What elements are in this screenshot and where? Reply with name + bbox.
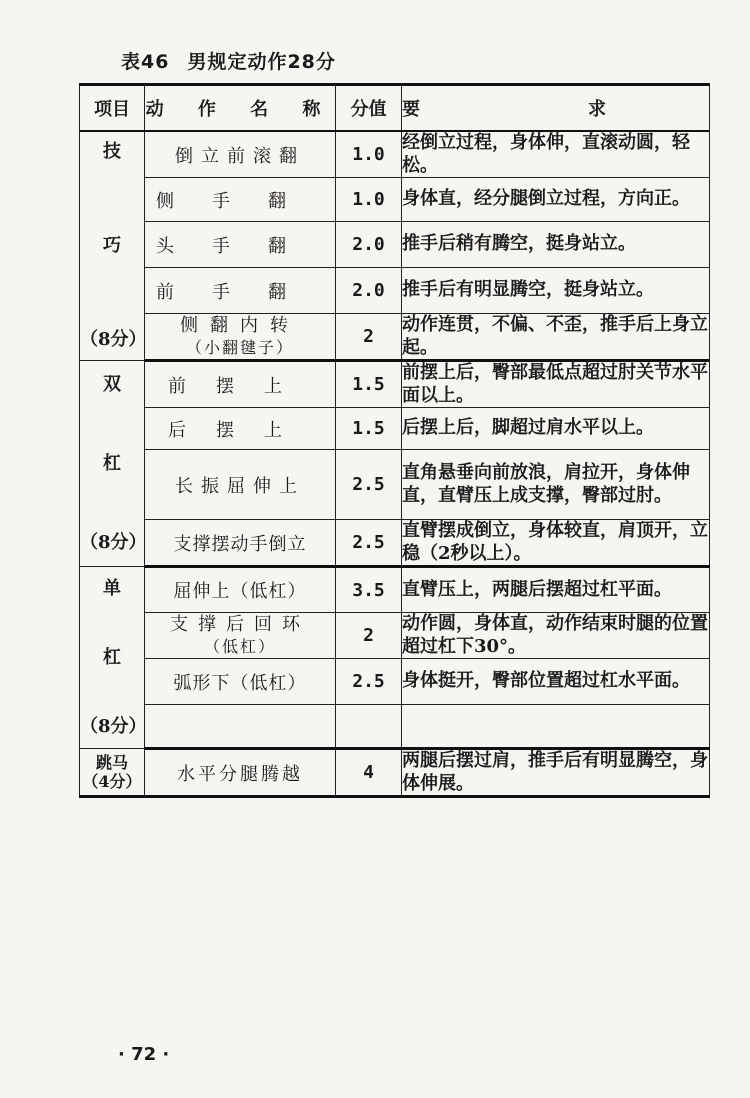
action-requirement: 直臂摆成倒立，身体较直，肩顶开，立稳（2秒以上）。 [402,520,710,567]
table-row [80,408,710,450]
action-requirement [402,705,710,749]
action-name: 屈伸上（低杠） [145,567,336,613]
table-row [80,613,710,659]
category-hbar-score: （8分） [80,715,147,737]
action-name: 侧手翻 [145,178,336,222]
action-requirement: 经倒立过程，身体伸，直滚动圆，轻松。 [402,131,710,178]
action-value: 2.5 [336,520,402,567]
table-row [80,178,710,222]
category-pbars-score: （8分） [80,531,147,553]
header-req-part2: 求 [588,99,606,120]
category-hbar-char2: 杠 [103,646,121,668]
action-requirement: 身体挺开，臀部位置超过杠水平面。 [402,659,710,705]
table-row-empty [80,705,710,749]
table-row [80,222,710,268]
category-hbar-char1: 单 [103,577,121,599]
table-title [121,47,336,74]
action-value: 1.5 [336,408,402,450]
action-value: 4 [336,749,402,797]
score-table [79,83,710,798]
header-requirement [402,85,710,132]
table-caption: 男规定动作28分 [187,51,336,73]
header-item: 项目 [80,85,145,132]
table-row [80,749,710,797]
action-name [145,613,336,659]
table-row [80,567,710,613]
action-requirement: 动作圆，身体直，动作结束时腿的位置超过杠下30°。 [402,613,708,657]
action-requirement: 后摆上后，脚超过肩水平以上。 [402,408,710,450]
action-value: 3.5 [336,567,402,613]
category-skill-score: （8分） [80,329,147,351]
action-name-sub: （小翻毽子） [185,337,294,357]
action-value: 1.0 [336,178,402,222]
category-skill-char2: 巧 [103,235,121,257]
action-requirement: 直臂压上，两腿后摆超过杠平面。 [402,567,710,613]
action-requirement: 推手后稍有腾空，挺身站立。 [402,222,710,268]
category-skill [80,131,145,361]
table-row [80,131,710,178]
category-vault-name: 跳马 [95,752,128,772]
table-label: 表46 [121,51,170,73]
action-name: 水平分腿腾越 [145,749,336,797]
action-name: 弧形下（低杠） [145,659,336,705]
action-value: 2.5 [336,450,402,520]
action-name [145,314,336,361]
action-value: 2.0 [336,222,402,268]
table-row [80,361,710,408]
category-pbars-char1: 双 [103,373,121,395]
action-value: 1.0 [336,131,402,178]
action-requirement: 推手后有明显腾空，挺身站立。 [402,268,710,314]
action-name: 前手翻 [145,268,336,314]
action-name: 支撑摆动手倒立 [145,520,336,567]
action-name: 头手翻 [145,222,336,268]
action-value: 2.0 [336,268,402,314]
category-pbars-char2: 杠 [103,452,121,474]
action-requirement: 两腿后摆过肩，推手后有明显腾空，身体伸展。 [402,749,710,797]
action-name: 长振屈伸上 [145,450,336,520]
table-row [80,450,710,520]
category-vault-score: （4分） [82,772,142,791]
category-horizontal-bar [80,567,145,749]
category-vault [80,749,145,797]
action-name: 后摆上 [145,408,336,450]
action-value: 2 [336,613,402,659]
action-name: 前摆上 [145,361,336,408]
category-skill-char1: 技 [103,141,121,162]
table-row [80,520,710,567]
action-name-sub: （低杠） [203,636,276,656]
action-value: 2 [336,314,402,361]
action-requirement: 动作连贯，不偏、不歪，推手后上身立起。 [402,314,710,361]
table-row [80,659,710,705]
action-value: 1.5 [336,361,402,408]
action-name-main: 支撑后回环 [170,614,310,636]
action-name: 倒立前滚翻 [145,131,336,178]
action-name [145,705,336,749]
action-name-main: 侧翻内转 [180,315,300,337]
header-name: 动 作 名 称 [145,85,336,132]
action-requirement: 前摆上后，臀部最低点超过肘关节水平面以上。 [402,362,708,406]
action-requirement: 直角悬垂向前放浪，肩拉开，身体伸直，直臂压上成支撑，臀部过肘。 [402,450,710,520]
header-row [80,85,710,132]
table-row [80,314,710,361]
action-value: 2.5 [336,659,402,705]
category-parallel-bars [80,361,145,567]
action-value [336,705,402,749]
table-row [80,268,710,314]
page-number: · 72 · [118,1044,170,1065]
header-req-part1: 要 [402,99,420,120]
header-value: 分值 [336,85,402,132]
action-requirement: 身体直，经分腿倒立过程，方向正。 [402,178,710,222]
